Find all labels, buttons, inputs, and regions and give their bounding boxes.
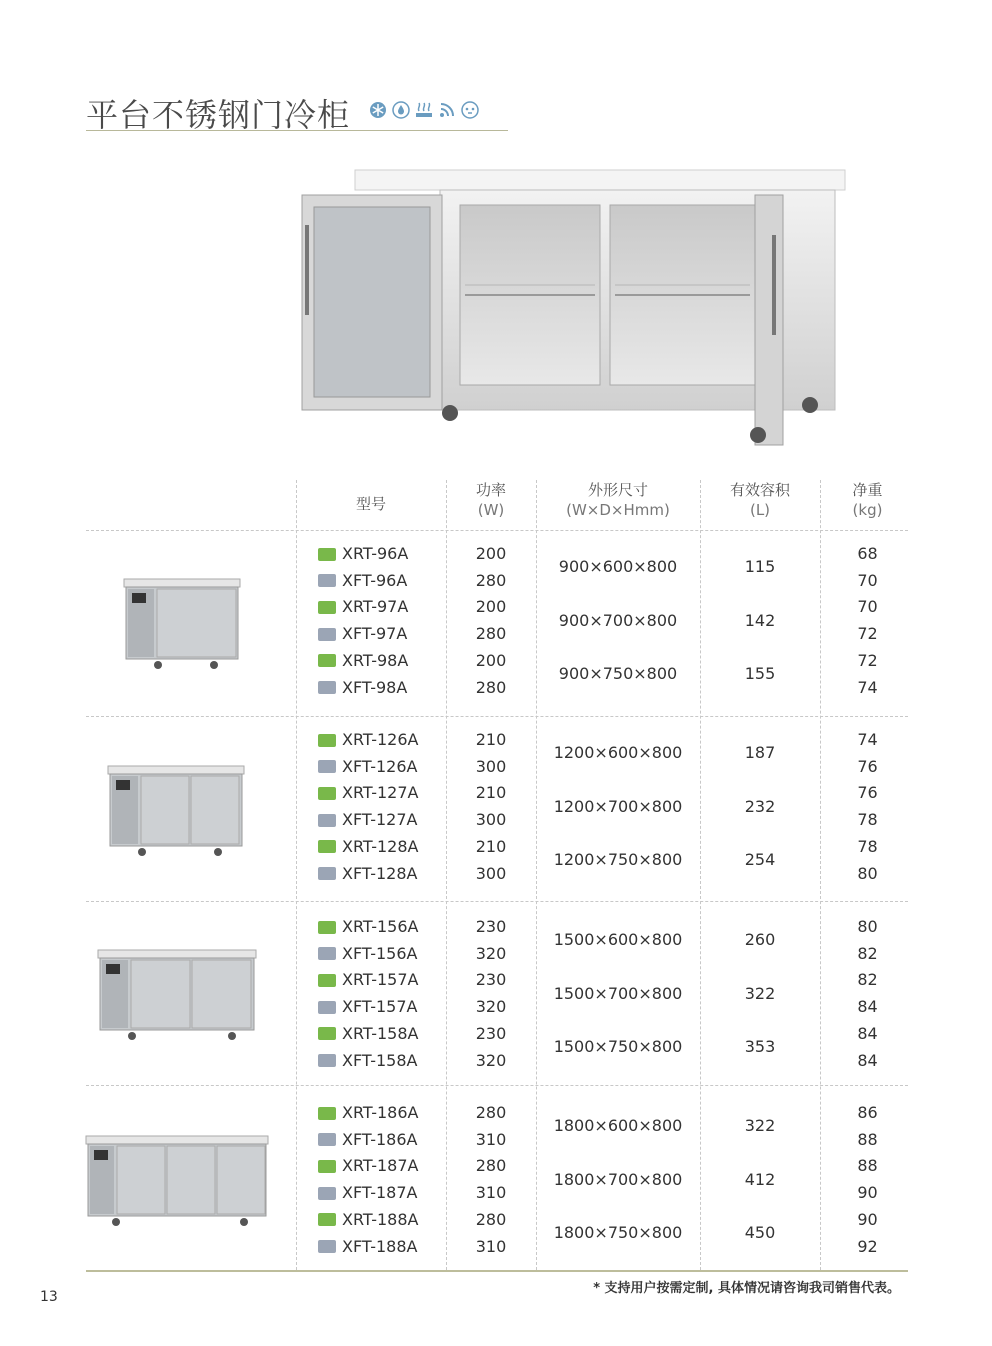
dimensions-cell: 1800×750×800 bbox=[553, 1223, 683, 1243]
weight-cell: 78 bbox=[857, 810, 878, 830]
power-cell: 310 bbox=[475, 1129, 507, 1149]
model-name: XRT-127A bbox=[342, 783, 419, 803]
power-cell: 200 bbox=[475, 597, 507, 617]
model-name: XRT-188A bbox=[342, 1209, 419, 1229]
model-cell bbox=[318, 1021, 438, 1047]
page-title: 平台不锈钢门冷柜 bbox=[86, 96, 351, 134]
page-number: 13 bbox=[40, 1289, 58, 1305]
dimensions-cell: 1200×600×800 bbox=[553, 743, 683, 763]
model-cell bbox=[318, 967, 438, 993]
dimensions-cell: 1500×750×800 bbox=[553, 1037, 683, 1057]
model-name: XRT-126A bbox=[342, 730, 419, 749]
model-cell bbox=[318, 1234, 438, 1260]
row-divider bbox=[86, 716, 908, 717]
model-cell bbox=[318, 594, 438, 620]
weight-cell: 86 bbox=[857, 1103, 878, 1122]
chill-badge-icon bbox=[318, 1107, 336, 1120]
model-cell bbox=[318, 1180, 438, 1206]
model-name: XFT-98A bbox=[342, 677, 408, 697]
header-power: 功率 (W) bbox=[475, 481, 506, 519]
product-thumbnail-900 bbox=[122, 577, 244, 675]
dimensions-cell: 900×750×800 bbox=[558, 664, 678, 684]
column-divider bbox=[536, 480, 537, 1270]
power-cell: 310 bbox=[475, 1236, 507, 1256]
volume-cell: 254 bbox=[744, 850, 776, 870]
power-cell: 200 bbox=[475, 544, 507, 563]
model-cell bbox=[318, 834, 438, 860]
product-thumbnail-1800 bbox=[84, 1134, 272, 1232]
volume-cell: 260 bbox=[744, 930, 776, 950]
product-thumbnail-1500 bbox=[96, 948, 260, 1046]
weight-cell: 88 bbox=[857, 1156, 878, 1176]
power-cell: 310 bbox=[475, 1183, 507, 1203]
model-name: XFT-158A bbox=[342, 1050, 418, 1070]
weight-cell: 90 bbox=[857, 1209, 878, 1229]
model-name: XFT-186A bbox=[342, 1129, 418, 1149]
model-name: XRT-96A bbox=[342, 544, 409, 563]
product-hero-image bbox=[300, 165, 860, 450]
power-cell: 280 bbox=[475, 570, 507, 590]
model-name: XFT-127A bbox=[342, 810, 418, 830]
freeze-badge-icon bbox=[318, 1054, 336, 1067]
model-cell bbox=[318, 1207, 438, 1233]
model-name: XFT-187A bbox=[342, 1183, 418, 1203]
model-name: XFT-128A bbox=[342, 863, 418, 883]
chill-badge-icon bbox=[318, 601, 336, 614]
model-cell bbox=[318, 780, 438, 806]
model-name: XRT-186A bbox=[342, 1103, 419, 1122]
volume-cell: 353 bbox=[744, 1037, 776, 1057]
model-cell bbox=[318, 541, 438, 567]
model-name: XRT-187A bbox=[342, 1156, 419, 1176]
chill-badge-icon bbox=[318, 840, 336, 853]
chill-badge-icon bbox=[318, 921, 336, 934]
column-divider bbox=[296, 480, 297, 1270]
model-name: XRT-158A bbox=[342, 1023, 419, 1043]
power-cell: 230 bbox=[475, 970, 507, 990]
footnote: * 支持用户按需定制, 具体情况请咨询我司销售代表。 bbox=[593, 1281, 900, 1296]
weight-cell: 78 bbox=[857, 836, 878, 856]
volume-cell: 142 bbox=[744, 610, 776, 630]
weight-cell: 84 bbox=[857, 1023, 878, 1043]
volume-cell: 322 bbox=[744, 983, 776, 1003]
weight-cell: 82 bbox=[857, 970, 878, 990]
freeze-badge-icon bbox=[318, 867, 336, 880]
weight-cell: 80 bbox=[857, 863, 878, 883]
weight-cell: 74 bbox=[857, 677, 878, 697]
power-cell: 320 bbox=[475, 943, 507, 963]
dimensions-cell: 900×600×800 bbox=[558, 557, 678, 577]
model-cell bbox=[318, 1100, 438, 1126]
header-dimensions: 外形尺寸 (W×D×Hmm) bbox=[566, 481, 670, 519]
model-cell bbox=[318, 994, 438, 1020]
freeze-badge-icon bbox=[318, 814, 336, 827]
chill-badge-icon bbox=[318, 1027, 336, 1040]
weight-cell: 68 bbox=[857, 544, 878, 563]
feature-icons bbox=[369, 101, 479, 119]
weight-cell: 92 bbox=[857, 1236, 878, 1256]
power-cell: 280 bbox=[475, 1156, 507, 1176]
volume-cell: 412 bbox=[744, 1169, 776, 1189]
weight-cell: 72 bbox=[857, 650, 878, 670]
model-name: XRT-98A bbox=[342, 650, 409, 670]
model-name: XFT-97A bbox=[342, 624, 408, 644]
model-cell bbox=[318, 621, 438, 647]
weight-cell: 80 bbox=[857, 917, 878, 936]
model-cell bbox=[318, 568, 438, 594]
volume-cell: 322 bbox=[744, 1116, 776, 1136]
freeze-badge-icon bbox=[318, 681, 336, 694]
volume-cell: 187 bbox=[744, 743, 776, 763]
power-cell: 280 bbox=[475, 677, 507, 697]
weight-cell: 84 bbox=[857, 997, 878, 1017]
dimensions-cell: 1200×700×800 bbox=[553, 796, 683, 816]
dimensions-cell: 1500×600×800 bbox=[553, 930, 683, 950]
freeze-badge-icon bbox=[318, 628, 336, 641]
weight-cell: 70 bbox=[857, 570, 878, 590]
snowflake-icon bbox=[369, 101, 387, 119]
row-divider bbox=[86, 530, 908, 531]
model-cell bbox=[318, 1048, 438, 1074]
plug-icon bbox=[461, 101, 479, 119]
model-cell bbox=[318, 1153, 438, 1179]
chill-badge-icon bbox=[318, 1160, 336, 1173]
power-cell: 300 bbox=[475, 810, 507, 830]
chill-badge-icon bbox=[318, 787, 336, 800]
power-cell: 300 bbox=[475, 756, 507, 776]
chill-badge-icon bbox=[318, 974, 336, 987]
power-cell: 210 bbox=[475, 783, 507, 803]
freeze-badge-icon bbox=[318, 760, 336, 773]
model-name: XFT-157A bbox=[342, 997, 418, 1017]
weight-cell: 72 bbox=[857, 624, 878, 644]
model-name: XRT-156A bbox=[342, 917, 419, 936]
weight-cell: 88 bbox=[857, 1129, 878, 1149]
volume-cell: 155 bbox=[744, 664, 776, 684]
freeze-badge-icon bbox=[318, 1001, 336, 1014]
model-cell bbox=[318, 648, 438, 674]
weight-cell: 76 bbox=[857, 783, 878, 803]
power-cell: 320 bbox=[475, 997, 507, 1017]
volume-cell: 115 bbox=[744, 557, 776, 577]
chill-badge-icon bbox=[318, 548, 336, 561]
header-volume: 有效容积 (L) bbox=[729, 481, 790, 519]
power-cell: 200 bbox=[475, 650, 507, 670]
product-thumbnail-1200 bbox=[106, 764, 248, 862]
model-cell bbox=[318, 754, 438, 780]
model-cell bbox=[318, 727, 438, 753]
dimensions-cell: 1500×700×800 bbox=[553, 983, 683, 1003]
weight-cell: 76 bbox=[857, 756, 878, 776]
model-cell bbox=[318, 807, 438, 833]
header-model: 型号 bbox=[355, 495, 386, 513]
freeze-badge-icon bbox=[318, 1240, 336, 1253]
row-divider bbox=[86, 1085, 908, 1086]
power-cell: 210 bbox=[475, 730, 507, 749]
power-cell: 300 bbox=[475, 863, 507, 883]
power-cell: 230 bbox=[475, 1023, 507, 1043]
weight-cell: 82 bbox=[857, 943, 878, 963]
dimensions-cell: 900×700×800 bbox=[558, 610, 678, 630]
power-cell: 320 bbox=[475, 1050, 507, 1070]
model-name: XFT-96A bbox=[342, 570, 408, 590]
freeze-badge-icon bbox=[318, 1187, 336, 1200]
heat-wave-icon bbox=[415, 101, 433, 119]
model-cell bbox=[318, 941, 438, 967]
signal-icon bbox=[438, 101, 456, 119]
power-cell: 280 bbox=[475, 1103, 507, 1122]
model-name: XFT-188A bbox=[342, 1236, 418, 1256]
model-name: XRT-157A bbox=[342, 970, 419, 990]
model-name: XFT-126A bbox=[342, 756, 418, 776]
row-divider bbox=[86, 901, 908, 902]
power-cell: 210 bbox=[475, 836, 507, 856]
model-cell bbox=[318, 1127, 438, 1153]
volume-cell: 450 bbox=[744, 1223, 776, 1243]
freeze-badge-icon bbox=[318, 1133, 336, 1146]
freeze-badge-icon bbox=[318, 947, 336, 960]
column-divider bbox=[700, 480, 701, 1270]
page-title-bar bbox=[86, 88, 508, 134]
chill-badge-icon bbox=[318, 654, 336, 667]
freeze-badge-icon bbox=[318, 574, 336, 587]
power-cell: 230 bbox=[475, 917, 507, 936]
header-weight: 净重 (kg) bbox=[852, 481, 883, 519]
dimensions-cell: 1200×750×800 bbox=[553, 850, 683, 870]
model-cell bbox=[318, 914, 438, 940]
volume-cell: 232 bbox=[744, 796, 776, 816]
power-cell: 280 bbox=[475, 1209, 507, 1229]
weight-cell: 74 bbox=[857, 730, 878, 749]
chill-badge-icon bbox=[318, 1213, 336, 1226]
weight-cell: 90 bbox=[857, 1183, 878, 1203]
model-name: XFT-156A bbox=[342, 943, 418, 963]
model-name: XRT-128A bbox=[342, 836, 419, 856]
model-cell bbox=[318, 861, 438, 887]
chill-badge-icon bbox=[318, 734, 336, 747]
weight-cell: 84 bbox=[857, 1050, 878, 1070]
power-cell: 280 bbox=[475, 624, 507, 644]
model-cell bbox=[318, 675, 438, 701]
table-bottom-rule bbox=[86, 1270, 908, 1272]
model-name: XRT-97A bbox=[342, 597, 409, 617]
drop-icon bbox=[392, 101, 410, 119]
dimensions-cell: 1800×600×800 bbox=[553, 1116, 683, 1136]
weight-cell: 70 bbox=[857, 597, 878, 617]
dimensions-cell: 1800×700×800 bbox=[553, 1169, 683, 1189]
